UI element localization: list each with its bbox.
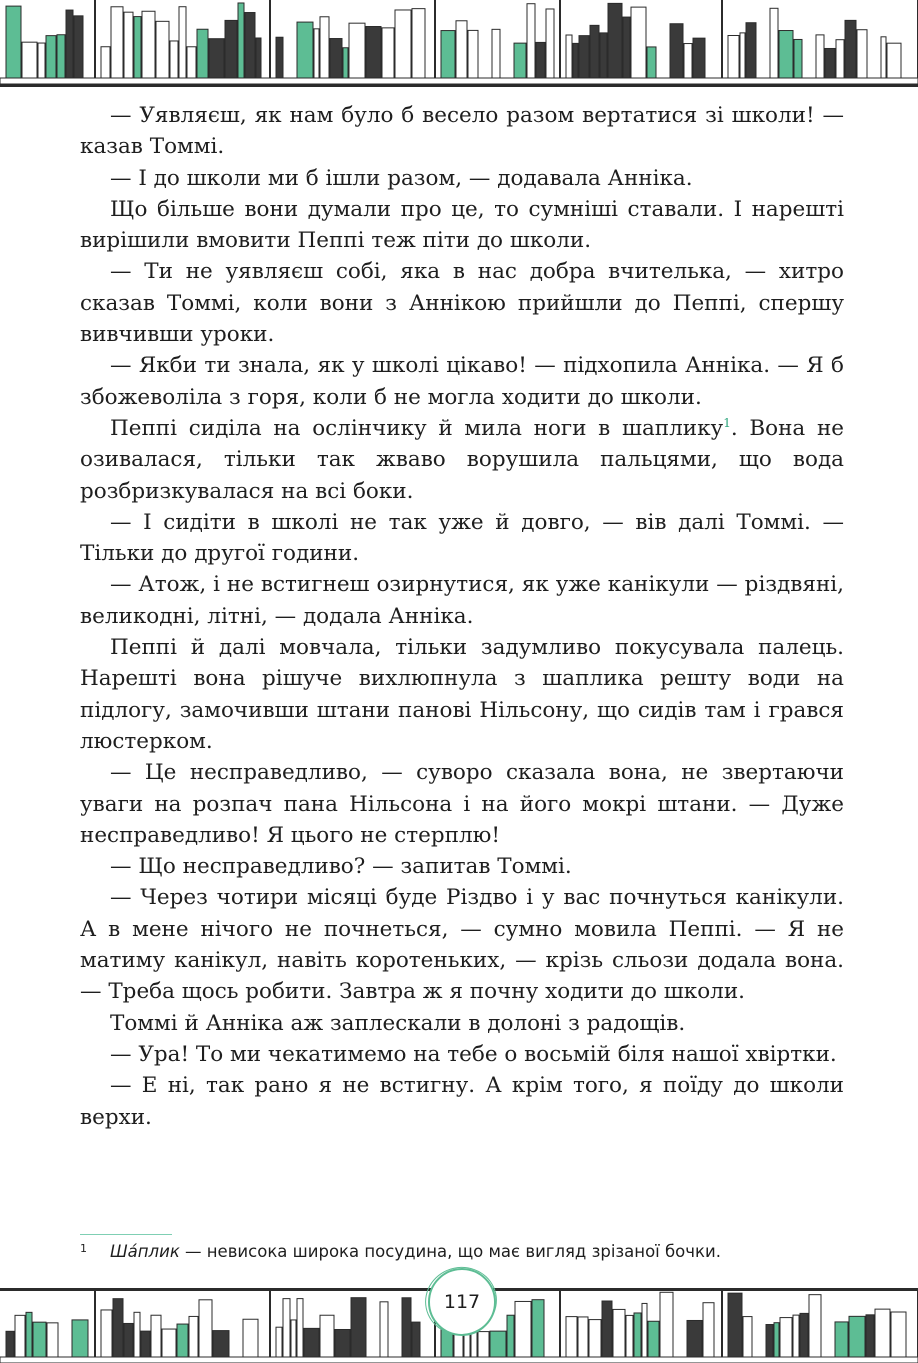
paragraph: — Якби ти знала, як у школі цікаво! — підхопила Анніка. — Я б збожеволіла з горя, коли б не могла ходити до школи. xyxy=(80,353,844,410)
footnote-number: 1 xyxy=(80,1242,87,1255)
book-spine xyxy=(213,1331,229,1357)
book-spine xyxy=(209,39,224,78)
book-spine xyxy=(177,1324,188,1357)
book-spine xyxy=(566,1317,577,1357)
book-spine xyxy=(297,22,313,78)
book-spine xyxy=(276,37,283,78)
book-spine xyxy=(746,23,756,78)
book-spine xyxy=(579,36,589,78)
book-spine xyxy=(6,6,21,78)
book-spine xyxy=(26,1312,32,1357)
book-spine xyxy=(6,1331,14,1357)
book-spine xyxy=(304,1328,319,1357)
book-spine xyxy=(608,3,622,78)
footnote xyxy=(80,1240,870,1264)
book-spine xyxy=(66,10,73,78)
book-spine xyxy=(15,1315,25,1357)
book-spine xyxy=(156,21,169,78)
book-spine xyxy=(151,1315,161,1357)
book-spine xyxy=(38,43,45,78)
page-number-badge xyxy=(428,1268,496,1336)
paragraph: — Е ні, так рано я не встигну. А крім того, я поїду до школи верхи. xyxy=(80,1073,844,1130)
book-spine xyxy=(395,10,411,78)
book-spine xyxy=(276,1327,282,1357)
book-spine xyxy=(225,20,237,78)
paragraph: Пеппі й далі мовчала, тільки задумливо покусувала палець. Нарешті вона рішуче вихлюпнула з шаплика решту води на підлогу, замочивши штани панові Нільсону, що сидів там і грався люстерком. xyxy=(80,635,844,754)
shelf-board xyxy=(0,1357,918,1363)
book-spine xyxy=(72,1320,88,1357)
book-spine xyxy=(412,1322,420,1357)
book-spine xyxy=(825,48,835,78)
book-spine xyxy=(875,1309,890,1357)
book-spine xyxy=(478,1332,489,1357)
book-spine xyxy=(536,42,545,78)
book-spine xyxy=(849,1316,865,1357)
book-spine xyxy=(47,1323,58,1357)
book-spine xyxy=(320,1315,334,1357)
book-spine xyxy=(532,1300,544,1357)
book-spine xyxy=(320,17,329,78)
book-spine xyxy=(142,11,155,78)
book-spine xyxy=(816,35,824,78)
book-spine xyxy=(101,1310,112,1357)
footnote-reference[interactable]: 1 xyxy=(723,415,731,430)
book-spine xyxy=(124,1323,133,1357)
bookshelf-top-drawing xyxy=(0,0,918,84)
book-spine xyxy=(515,1301,531,1357)
book-spine xyxy=(845,20,856,78)
book-spine xyxy=(670,24,683,78)
book-spine xyxy=(335,1329,350,1357)
book-spine xyxy=(809,1295,821,1357)
book-spine xyxy=(728,1293,742,1357)
book-spine xyxy=(631,7,646,78)
book-spine xyxy=(866,1315,874,1357)
book-spine xyxy=(256,38,261,78)
book-spine xyxy=(602,1301,612,1357)
book-spine xyxy=(780,1318,792,1357)
paragraph: — Через чотири місяці буде Різдво і у вас почнуться канікули. А в мене нічого не почнеться, — сумно мовила Пеппі. — Я не матиму канікул, навіть коротеньких, — крізь сльози додала вона. — Треба щось робити. Завтра ж я почну ходити до школи. xyxy=(80,885,844,1005)
paragraph-with-footnote xyxy=(80,413,844,507)
book-spine xyxy=(343,48,348,78)
paragraph: — Це несправедливо, — суворо сказала вона, не звертаючи уваги на розпач пана Нільсона і на його мокрі штани. — Дуже несправедливо! Я цього не стерплю! xyxy=(80,760,844,848)
book-spine xyxy=(238,3,244,78)
book-spine xyxy=(22,42,37,78)
book-spine xyxy=(770,8,778,78)
book-spine xyxy=(779,31,793,78)
book-spine xyxy=(634,1313,641,1357)
book-spine xyxy=(111,7,123,78)
paragraph-text: . Вона не озивалася, тільки так жваво ворушила пальцями, що вода розбризкувалася на всі боки. xyxy=(80,415,844,504)
book-spine xyxy=(647,47,656,78)
paragraph-text: Пеппі сиділа на ослінчику й мила ноги в шаплику xyxy=(110,415,724,441)
book-spine xyxy=(573,43,578,78)
book-spine xyxy=(243,1319,258,1357)
book-spine xyxy=(124,12,133,78)
story-text xyxy=(80,100,844,1133)
book-spine xyxy=(578,1317,588,1357)
book-spine xyxy=(283,1299,290,1357)
book-spine xyxy=(113,1299,123,1357)
book-spine xyxy=(684,44,692,78)
book-spine xyxy=(199,1300,212,1357)
paragraph: — Атож, і не встигнеш озирнутися, як уже канікули — різдвяні, великодні, літні, — додала Анніка. xyxy=(80,572,844,629)
book-spine xyxy=(527,4,535,78)
book-spine xyxy=(743,1317,752,1357)
book-spine xyxy=(703,1303,714,1357)
book-spine xyxy=(189,1316,198,1357)
book-spine xyxy=(245,13,255,78)
shelf-board xyxy=(0,78,918,84)
book-spine xyxy=(857,30,867,78)
book-spine xyxy=(468,30,478,78)
book-spine xyxy=(141,1331,150,1357)
book-spine xyxy=(835,1322,848,1357)
book-spine xyxy=(642,1303,647,1357)
book-spine xyxy=(162,1329,176,1357)
book-spine xyxy=(349,23,365,78)
footnote-term: Ша́плик xyxy=(110,1242,180,1261)
paragraph: — Ура! То ми чекатимемо на тебе о восьмій біля нашої хвіртки. xyxy=(110,1041,837,1067)
book-spine xyxy=(33,1322,46,1357)
book-spine xyxy=(441,31,455,78)
book-spine xyxy=(514,43,526,78)
book-spine xyxy=(330,39,342,78)
book-spine xyxy=(74,16,83,78)
book-spine xyxy=(507,1315,514,1357)
paragraph: Томмі й Анніка аж заплескали в долоні з радощів. xyxy=(110,1010,686,1036)
book-spine xyxy=(101,47,110,78)
book-spine xyxy=(297,1299,303,1357)
book-spine xyxy=(613,1309,625,1357)
header-bookshelf-illustration xyxy=(0,0,918,87)
paragraph: — Ти не уявляєш собі, яка в нас добра вчителька, — хитро сказав Томмі, коли вони з Аннікою прийшли до Пеппі, спершу вивчивши уроки. xyxy=(80,259,844,348)
footnote-divider xyxy=(80,1234,172,1235)
book-spine xyxy=(380,1302,388,1357)
book-spine xyxy=(626,1315,633,1357)
book-spine xyxy=(179,7,186,78)
book-spine xyxy=(566,35,572,78)
book-spine xyxy=(402,1298,411,1357)
book-spine xyxy=(351,1298,366,1357)
book-spine xyxy=(887,43,901,78)
book-spine xyxy=(774,1323,779,1357)
book-spine xyxy=(800,1313,808,1357)
book-spine xyxy=(728,35,739,78)
book-spine xyxy=(46,36,56,78)
book-spine xyxy=(490,1331,506,1357)
book-spine xyxy=(197,29,208,78)
book-spine xyxy=(366,27,381,78)
book-spine xyxy=(793,1315,799,1357)
book-spine xyxy=(291,1320,296,1357)
book-spine xyxy=(134,1312,140,1357)
book-spine xyxy=(836,40,844,78)
paragraph: — І сидіти в школі не так уже й довго, — вів далі Томмі. — Тільки до другої години. xyxy=(80,509,844,567)
paragraph: — Уявляєш, як нам було б весело разом вертатися зі школи! — казав Томмі. xyxy=(80,103,844,160)
book-spine xyxy=(456,21,467,78)
book-spine xyxy=(412,9,425,78)
book-spine xyxy=(600,33,607,78)
page-number: 117 xyxy=(443,1291,481,1313)
book-spine xyxy=(57,35,65,78)
book-spine xyxy=(546,9,554,78)
book-spine xyxy=(693,38,705,78)
book-spine xyxy=(766,1325,773,1357)
book-spine xyxy=(170,41,178,78)
book-spine xyxy=(590,25,599,78)
book-spine xyxy=(314,29,319,78)
book-spine xyxy=(589,1320,601,1357)
paragraph: Що більше вони думали про це, то сумніші ставали. І нарешті вирішили вмовити Пеппі теж піти до школи. xyxy=(80,196,844,254)
book-spine xyxy=(881,37,886,78)
paragraph: — І до школи ми б ішли разом, — додавала Анніка. xyxy=(110,165,693,191)
book-spine xyxy=(891,1312,906,1357)
footnote-definition: — невисока широка посудина, що має вигляд зрізаної бочки. xyxy=(179,1242,721,1261)
paragraph: — Що несправедливо? — запитав Томмі. xyxy=(110,854,572,880)
book-spine xyxy=(687,1320,702,1357)
book-spine xyxy=(794,39,802,78)
book-spine xyxy=(134,17,141,78)
book-spine xyxy=(382,28,394,78)
book-spine xyxy=(492,29,500,78)
book-spine xyxy=(623,17,630,78)
book-spine xyxy=(660,1292,673,1357)
book-spine xyxy=(740,33,745,78)
book-spine xyxy=(648,1321,659,1357)
book-spine xyxy=(187,47,196,78)
